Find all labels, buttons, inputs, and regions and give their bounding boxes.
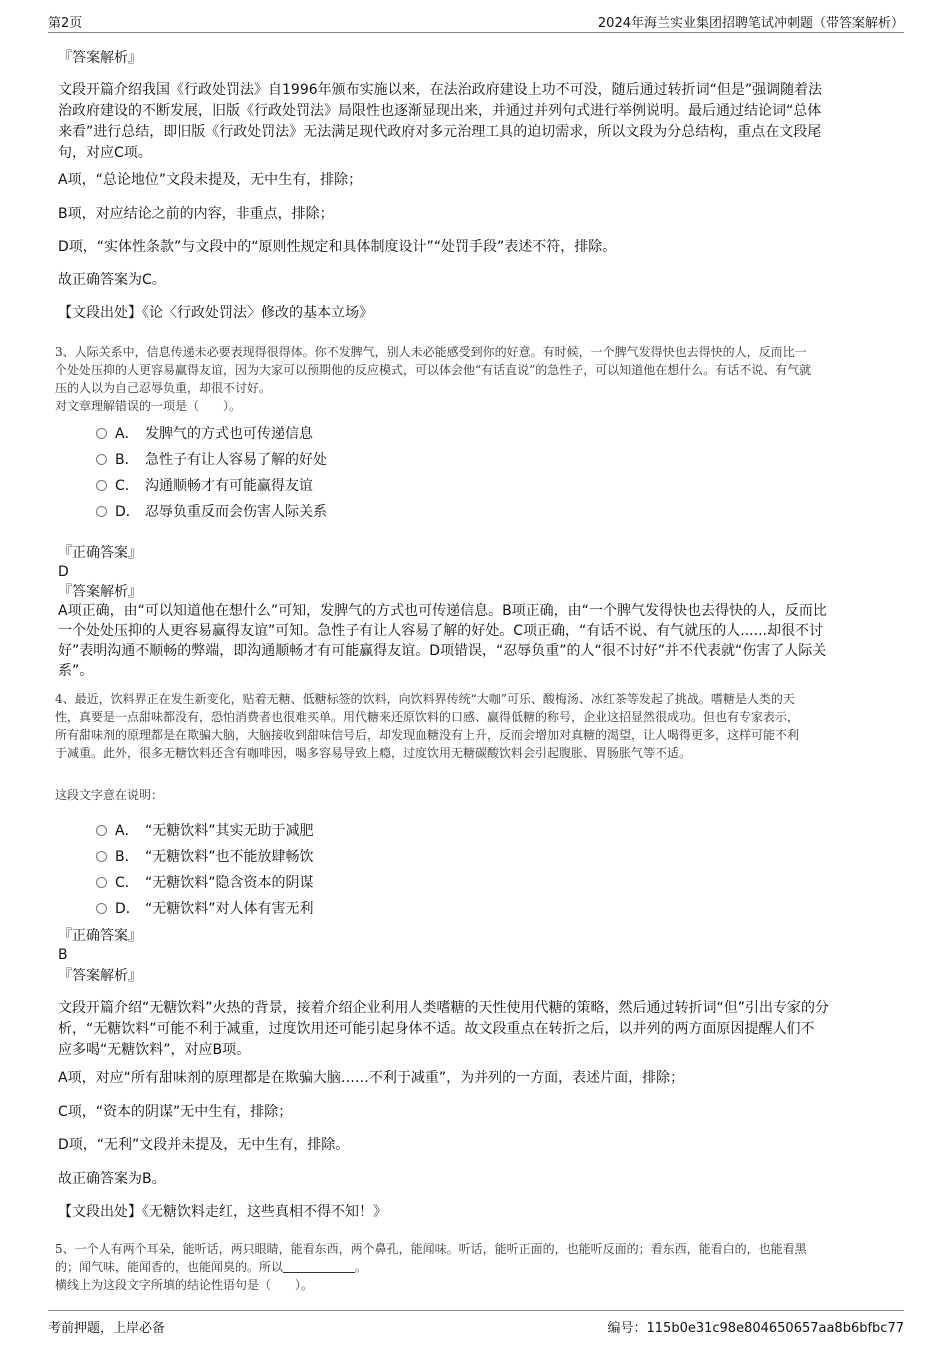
q4-option-d[interactable] xyxy=(96,899,314,919)
q5-stem-line: 5、一个人有两个耳朵，能听话，两只眼睛，能看东西，两个鼻孔，能闻味。听话，能听正面的，也能听反面的；看东西，能看白的，也能看黑 xyxy=(55,1242,807,1256)
q3-analysis-title: 『答案解析』 xyxy=(58,584,142,600)
option-text: 忍辱负重反而会伤害人际关系 xyxy=(145,504,327,520)
option-text: “无糖饮料”对人体有害无利 xyxy=(145,901,314,917)
option-text: “无糖饮料”其实无助于减肥 xyxy=(145,823,314,839)
radio-button[interactable] xyxy=(96,428,107,439)
q3-analysis-line: 一个处处压抑的人更容易赢得友谊”可知。急性子有让人容易了解的好处。C项正确，“有话不说、有气就压的人......却很不讨 xyxy=(58,623,823,639)
q4-analysis-line: 应多喝“无糖饮料”，对应B项。 xyxy=(58,1042,251,1058)
q4-option-a[interactable] xyxy=(96,821,314,841)
option-letter: D． xyxy=(115,504,140,520)
q4-analysis-text xyxy=(58,998,894,1061)
option-letter: B． xyxy=(115,849,139,865)
option-letter: C． xyxy=(115,478,139,494)
q4-option-c[interactable] xyxy=(96,873,314,893)
q4-stem-line: 所有甜味剂的原理都是在欺骗大脑，大脑接收到甜味信号后，却发现血糖没有上升，反而会增加对真糖的渴望，让人喝得更多，这样可能不利 xyxy=(55,728,800,742)
q3-answer: D xyxy=(58,564,69,580)
radio-button[interactable] xyxy=(96,825,107,836)
q4-conclusion: 故正确答案为B。 xyxy=(58,1171,166,1187)
radio-button[interactable] xyxy=(96,506,107,517)
radio-button[interactable] xyxy=(96,851,107,862)
q3-stem-line: 3、人际关系中，信息传递未必要表现得很得体。你不发脾气，别人未必能感受到你的好意。有时候，一个脾气发得快也去得快的人，反而比一 xyxy=(55,345,807,359)
page-number: 第2页 xyxy=(48,16,83,31)
q2-analysis-line: 治政府建设的不断发展，旧版《行政处罚法》局限性也逐渐显现出来，并通过并列句式进行举例说明。最后通过结论词“总体 xyxy=(58,103,822,119)
option-letter: D． xyxy=(115,901,140,917)
radio-button[interactable] xyxy=(96,454,107,465)
option-letter: C． xyxy=(115,875,139,891)
q4-question: 这段文字意在说明： xyxy=(55,788,164,802)
q3-analysis-line: 好”表明沟通不顺畅的弊端，即沟通顺畅才有可能赢得友谊。D项错误，“忍辱负重”的人“很不讨好”并不代表就“伤害了人际关 xyxy=(58,643,827,659)
option-letter: B． xyxy=(115,452,139,468)
q3-analysis-line: 系”。 xyxy=(58,663,94,679)
q3-answer-title: 『正确答案』 xyxy=(58,545,142,561)
q2-conclusion: 故正确答案为C。 xyxy=(58,272,166,288)
q4-stem-line: 性，真要是一点甜味都没有，恐怕消费者也很难买单。用代糖来还原饮料的口感、赢得低糖的称号，企业这招显然很成功。但也有专家表示， xyxy=(55,710,800,724)
q5-stem xyxy=(55,1240,900,1294)
q3-option-b[interactable] xyxy=(96,450,327,470)
q4-analysis-title: 『答案解析』 xyxy=(58,968,142,984)
q4-stem-line: 于减重。此外，很多无糖饮料还含有咖啡因，喝多容易导致上瘾，过度饮用无糖碳酸饮料会引起腹胀、胃肠胀气等不适。 xyxy=(55,746,692,760)
q3-analysis-line: A项正确，由“可以知道他在想什么”可知，发脾气的方式也可传递信息。B项正确，由“一个脾气发得快也去得快的人，反而比 xyxy=(58,603,827,619)
q2-analysis-line: 文段开篇介绍我国《行政处罚法》自1996年颁布实施以来，在法治政府建设上功不可没，随后通过转折词“但是”强调随着法 xyxy=(58,82,823,98)
q3-question: 对文章理解错误的一项是（ ）。 xyxy=(55,399,242,413)
q4-option-c-note: C项，“资本的阴谋”无中生有，排除； xyxy=(58,1104,293,1120)
q2-option-b-note: B项，对应结论之前的内容，非重点，排除； xyxy=(58,206,334,222)
q5-question: 横线上为这段文字所填的结论性语句是（ ）。 xyxy=(55,1278,314,1292)
option-letter: A． xyxy=(115,823,139,839)
option-text: “无糖饮料”也不能放肆畅饮 xyxy=(145,849,314,865)
q2-option-a-note: A项，“总论地位”文段未提及，无中生有，排除； xyxy=(58,172,363,188)
page-footer xyxy=(48,1310,904,1337)
page-header xyxy=(48,8,904,33)
q5-stem-end: 。 xyxy=(355,1260,368,1274)
q3-analysis-text xyxy=(58,601,894,681)
radio-button[interactable] xyxy=(96,877,107,888)
q2-option-d-note: D项，“实体性条款”与文段中的“原则性规定和具体制度设计”“处罚手段”表述不符，排除。 xyxy=(58,239,617,255)
document-id: 编号：115b0e31c98e804650657aa8b6bfbc77 xyxy=(607,1321,904,1336)
footer-slogan: 考前押题，上岸必备 xyxy=(48,1321,166,1336)
q4-answer: B xyxy=(58,947,68,963)
option-text: 急性子有让人容易了解的好处 xyxy=(145,452,327,468)
q3-option-d[interactable] xyxy=(96,502,327,522)
q4-option-d-note: D项，“无利”文段并未提及，无中生有，排除。 xyxy=(58,1137,350,1153)
option-letter: A． xyxy=(115,426,139,442)
q4-analysis-line: 文段开篇介绍“无糖饮料”火热的背景，接着介绍企业利用人类嗜糖的天性使用代糖的策略，然后通过转折词“但”引出专家的分 xyxy=(58,1000,830,1016)
option-text: 发脾气的方式也可传递信息 xyxy=(145,426,313,442)
q2-analysis-title: 『答案解析』 xyxy=(58,50,142,66)
q4-answer-title: 『正确答案』 xyxy=(58,928,142,944)
q2-analysis-line: 句，对应C项。 xyxy=(58,145,152,161)
q2-analysis-line: 来看”进行总结，即旧版《行政处罚法》无法满足现代政府对多元治理工具的迫切需求，所以文段为分总结构，重点在文段尾 xyxy=(58,124,822,140)
q3-stem-line: 个处处压抑的人更容易赢得友谊，因为大家可以预期他的反应模式，可以体会他“有话直说”的急性子，可以知道他在想什么。有话不说、有气就 xyxy=(55,363,812,377)
q3-stem-line: 压的人以为自己忍辱负重，却很不讨好。 xyxy=(55,381,272,395)
option-text: 沟通顺畅才有可能赢得友谊 xyxy=(145,478,313,494)
q4-source: 【文段出处】《无糖饮料走红，这些真相不得不知！》 xyxy=(58,1204,387,1220)
q4-option-b[interactable] xyxy=(96,847,314,867)
q4-option-a-note: A项，对应“所有甜味剂的原理都是在欺骗大脑……不利于减重”，为并列的一方面，表述片面，排除； xyxy=(58,1070,685,1086)
q4-analysis-line: 析，“无糖饮料”可能不利于减重，过度饮用还可能引起身体不适。故文段重点在转折之后，以并列的两方面原因提醒人们不 xyxy=(58,1021,815,1037)
q5-stem-text: 的；闻气味，能闻香的，也能闻臭的。所以 xyxy=(55,1260,284,1274)
q3-option-a[interactable] xyxy=(96,424,313,444)
document-title: 2024年海兰实业集团招聘笔试冲刺题（带答案解析） xyxy=(597,16,904,31)
q2-source: 【文段出处】《论〈行政处罚法〉修改的基本立场》 xyxy=(58,305,373,321)
q4-stem-line: 4、最近，饮料界正在发生新变化，贴着无糖、低糖标签的饮料，向饮料界传统“大咖”可乐、酸梅汤、冰红茶等发起了挑战。嗜糖是人类的天 xyxy=(55,692,795,706)
q2-analysis-text xyxy=(58,80,894,164)
option-text: “无糖饮料”隐含资本的阴谋 xyxy=(145,875,314,891)
radio-button[interactable] xyxy=(96,903,107,914)
radio-button[interactable] xyxy=(96,480,107,491)
q3-stem xyxy=(55,343,900,415)
q4-stem xyxy=(55,690,900,762)
fill-blank: ＿＿＿＿＿＿ xyxy=(283,1260,356,1274)
q5-stem-line xyxy=(55,1258,900,1276)
q3-option-c[interactable] xyxy=(96,476,313,496)
